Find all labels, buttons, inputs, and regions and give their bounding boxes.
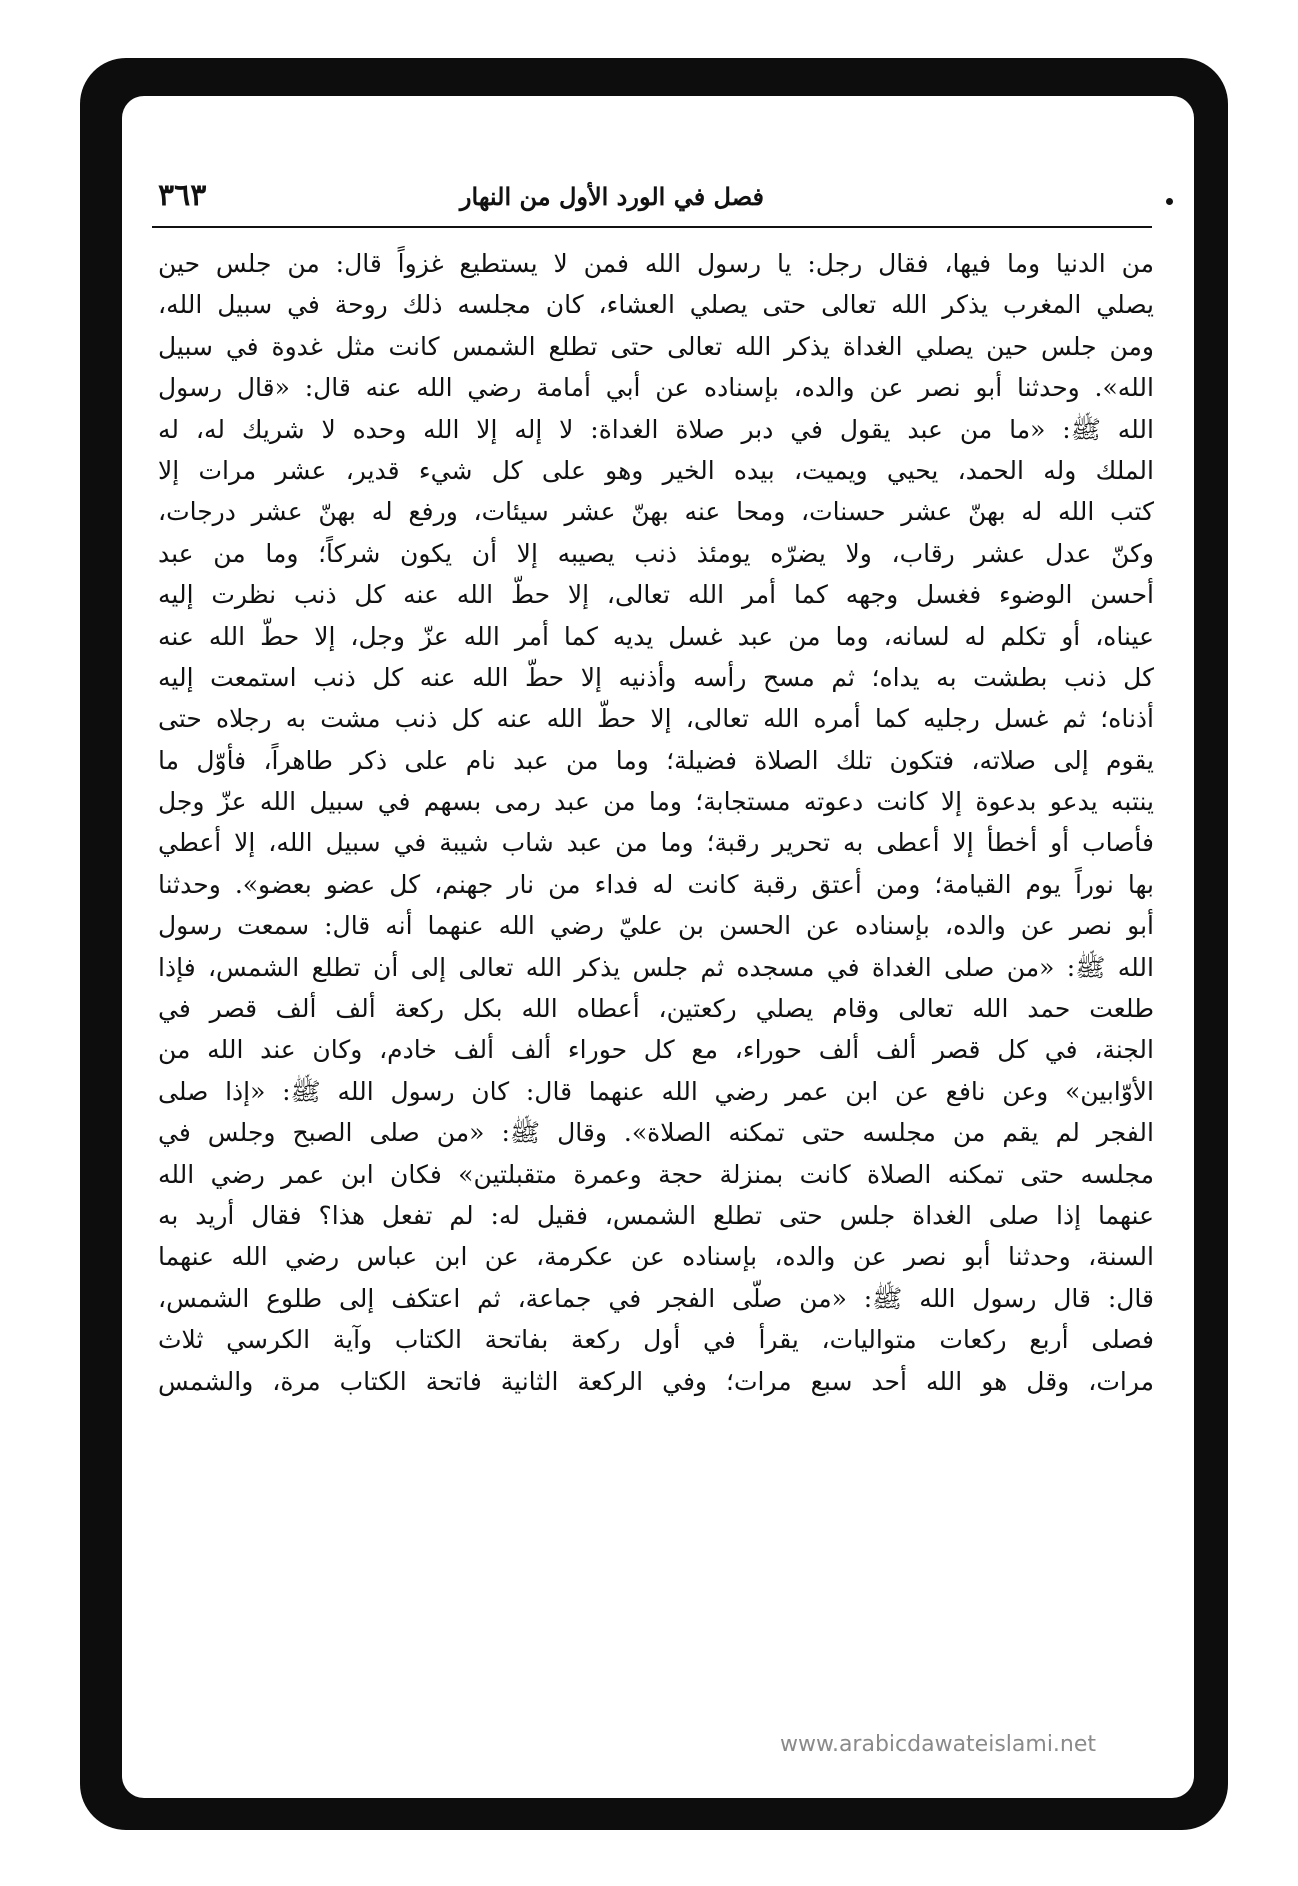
margin-dot <box>1166 198 1173 205</box>
text-line: عيناه، أو تكلم له لسانه، وما من عبد غسل يديه كما أمر الله عزّ وجل، إلا حطّ الله عنه <box>158 621 1154 651</box>
text-line: السنة، وحدثنا أبو نصر عن والده، بإسناده عن عكرمة، عن ابن عباس رضي الله عنهما <box>158 1242 1154 1272</box>
text-line: الأوّابين» وعن نافع عن ابن عمر رضي الله عنهما قال: كان رسول الله ﷺ: «إذا صلى <box>158 1076 1154 1106</box>
text-line: أحسن الوضوء فغسل وجهه كما أمر الله تعالى، إلا حطّ الله عنه كل ذنب نظرت إليه <box>158 580 1154 610</box>
text-line: فصلى أربع ركعات متواليات، يقرأ في أول ركعة بفاتحة الكتاب وآية الكرسي ثلاث <box>158 1325 1154 1355</box>
text-line: الله». وحدثنا أبو نصر عن والده، بإسناده عن أبي أمامة رضي الله عنه قال: «قال رسول <box>158 373 1154 403</box>
text-line: ينتبه يدعو بدعوة إلا كانت دعوته مستجابة؛ وما من عبد رمى بسهم في سبيل الله عزّ وجل <box>158 787 1154 817</box>
page-header <box>158 178 1154 220</box>
running-title: فصل في الورد الأول من النهار <box>459 182 764 211</box>
header-rule <box>152 226 1152 228</box>
text-line: وكنّ عدل عشر رقاب، ولا يضرّه يومئذ ذنب يصيبه إلا أن يكون شركاً؛ وما من عبد <box>158 538 1154 568</box>
text-line: الله ﷺ: «من صلى الغداة في مسجده ثم جلس يذكر الله تعالى إلى أن تطلع الشمس، فإذا <box>158 952 1154 982</box>
text-line: أبو نصر عن والده، بإسناده عن الحسن بن عليّ رضي الله عنهما أنه قال: سمعت رسول <box>158 911 1154 941</box>
text-line: الجنة، في كل قصر ألف ألف حوراء، مع كل حوراء ألف ألف خادم، وكان عند الله من <box>158 1035 1154 1065</box>
text-line: قال: قال رسول الله ﷺ: «من صلّى الفجر في جماعة، ثم اعتكف إلى طلوع الشمس، <box>158 1283 1154 1313</box>
text-line: الفجر لم يقم من مجلسه حتى تمكنه الصلاة». وقال ﷺ: «من صلى الصبح وجلس في <box>158 1118 1154 1148</box>
text-line: مرات، وقل هو الله أحد سبع مرات؛ وفي الركعة الثانية فاتحة الكتاب مرة، والشمس <box>158 1366 1154 1396</box>
text-line: كل ذنب بطشت به يداه؛ ثم مسح رأسه وأذنيه إلا حطّ الله عنه كل ذنب استمعت إليه <box>158 662 1154 692</box>
text-line: فأصاب أو أخطأ إلا أعطى به تحرير رقبة؛ وما من عبد شاب شيبة في سبيل الله، إلا أعطي <box>158 828 1154 858</box>
text-line: يقوم إلى صلاته، فتكون تلك الصلاة فضيلة؛ وما من عبد نام على ذكر طاهراً، فأوّل ما <box>158 745 1154 775</box>
body-text <box>158 243 1154 1402</box>
text-line: الله ﷺ: «ما من عبد يقول في دبر صلاة الغداة: لا إله إلا الله وحده لا شريك له، له <box>158 414 1154 444</box>
text-line: أذناه؛ ثم غسل رجليه كما أمره الله تعالى، إلا حطّ الله عنه كل ذنب مشت به رجلاه حتى <box>158 704 1154 734</box>
text-line: من الدنيا وما فيها، فقال رجل: يا رسول الله فمن لا يستطيع غزواً قال: من جلس حين <box>158 249 1154 278</box>
text-line: عنهما إذا صلى الغداة جلس حتى تطلع الشمس، فقيل له: لم تفعل هذا؟ فقال أريد به <box>158 1200 1154 1230</box>
text-line: ومن جلس حين يصلي الغداة يذكر الله تعالى حتى تطلع الشمس كانت مثل غدوة في سبيل <box>158 331 1154 361</box>
text-line: طلعت حمد الله تعالى وقام يصلي ركعتين، أعطاه الله بكل ركعة ألف ألف قصر في <box>158 994 1154 1024</box>
watermark: www.arabicdawateislami.net <box>780 1732 1097 1757</box>
text-line: كتب الله له بهنّ عشر حسنات، ومحا عنه بهنّ عشر سيئات، ورفع له بهنّ عشر درجات، <box>158 497 1154 527</box>
text-line: الملك وله الحمد، يحيي ويميت، بيده الخير وهو على كل شيء قدير، عشر مرات إلا <box>158 455 1154 485</box>
page-number: ٣٦٣ <box>158 178 207 213</box>
text-line: مجلسه حتى تمكنه الصلاة كانت بمنزلة حجة وعمرة متقبلتين» فكان ابن عمر رضي الله <box>158 1159 1154 1189</box>
text-line: يصلي المغرب يذكر الله تعالى حتى يصلي العشاء، كان مجلسه ذلك روحة في سبيل الله، <box>158 290 1154 320</box>
text-line: بها نوراً يوم القيامة؛ ومن أعتق رقبة كانت له فداء من نار جهنم، كل عضو بعضو». وحدثنا <box>158 869 1154 899</box>
